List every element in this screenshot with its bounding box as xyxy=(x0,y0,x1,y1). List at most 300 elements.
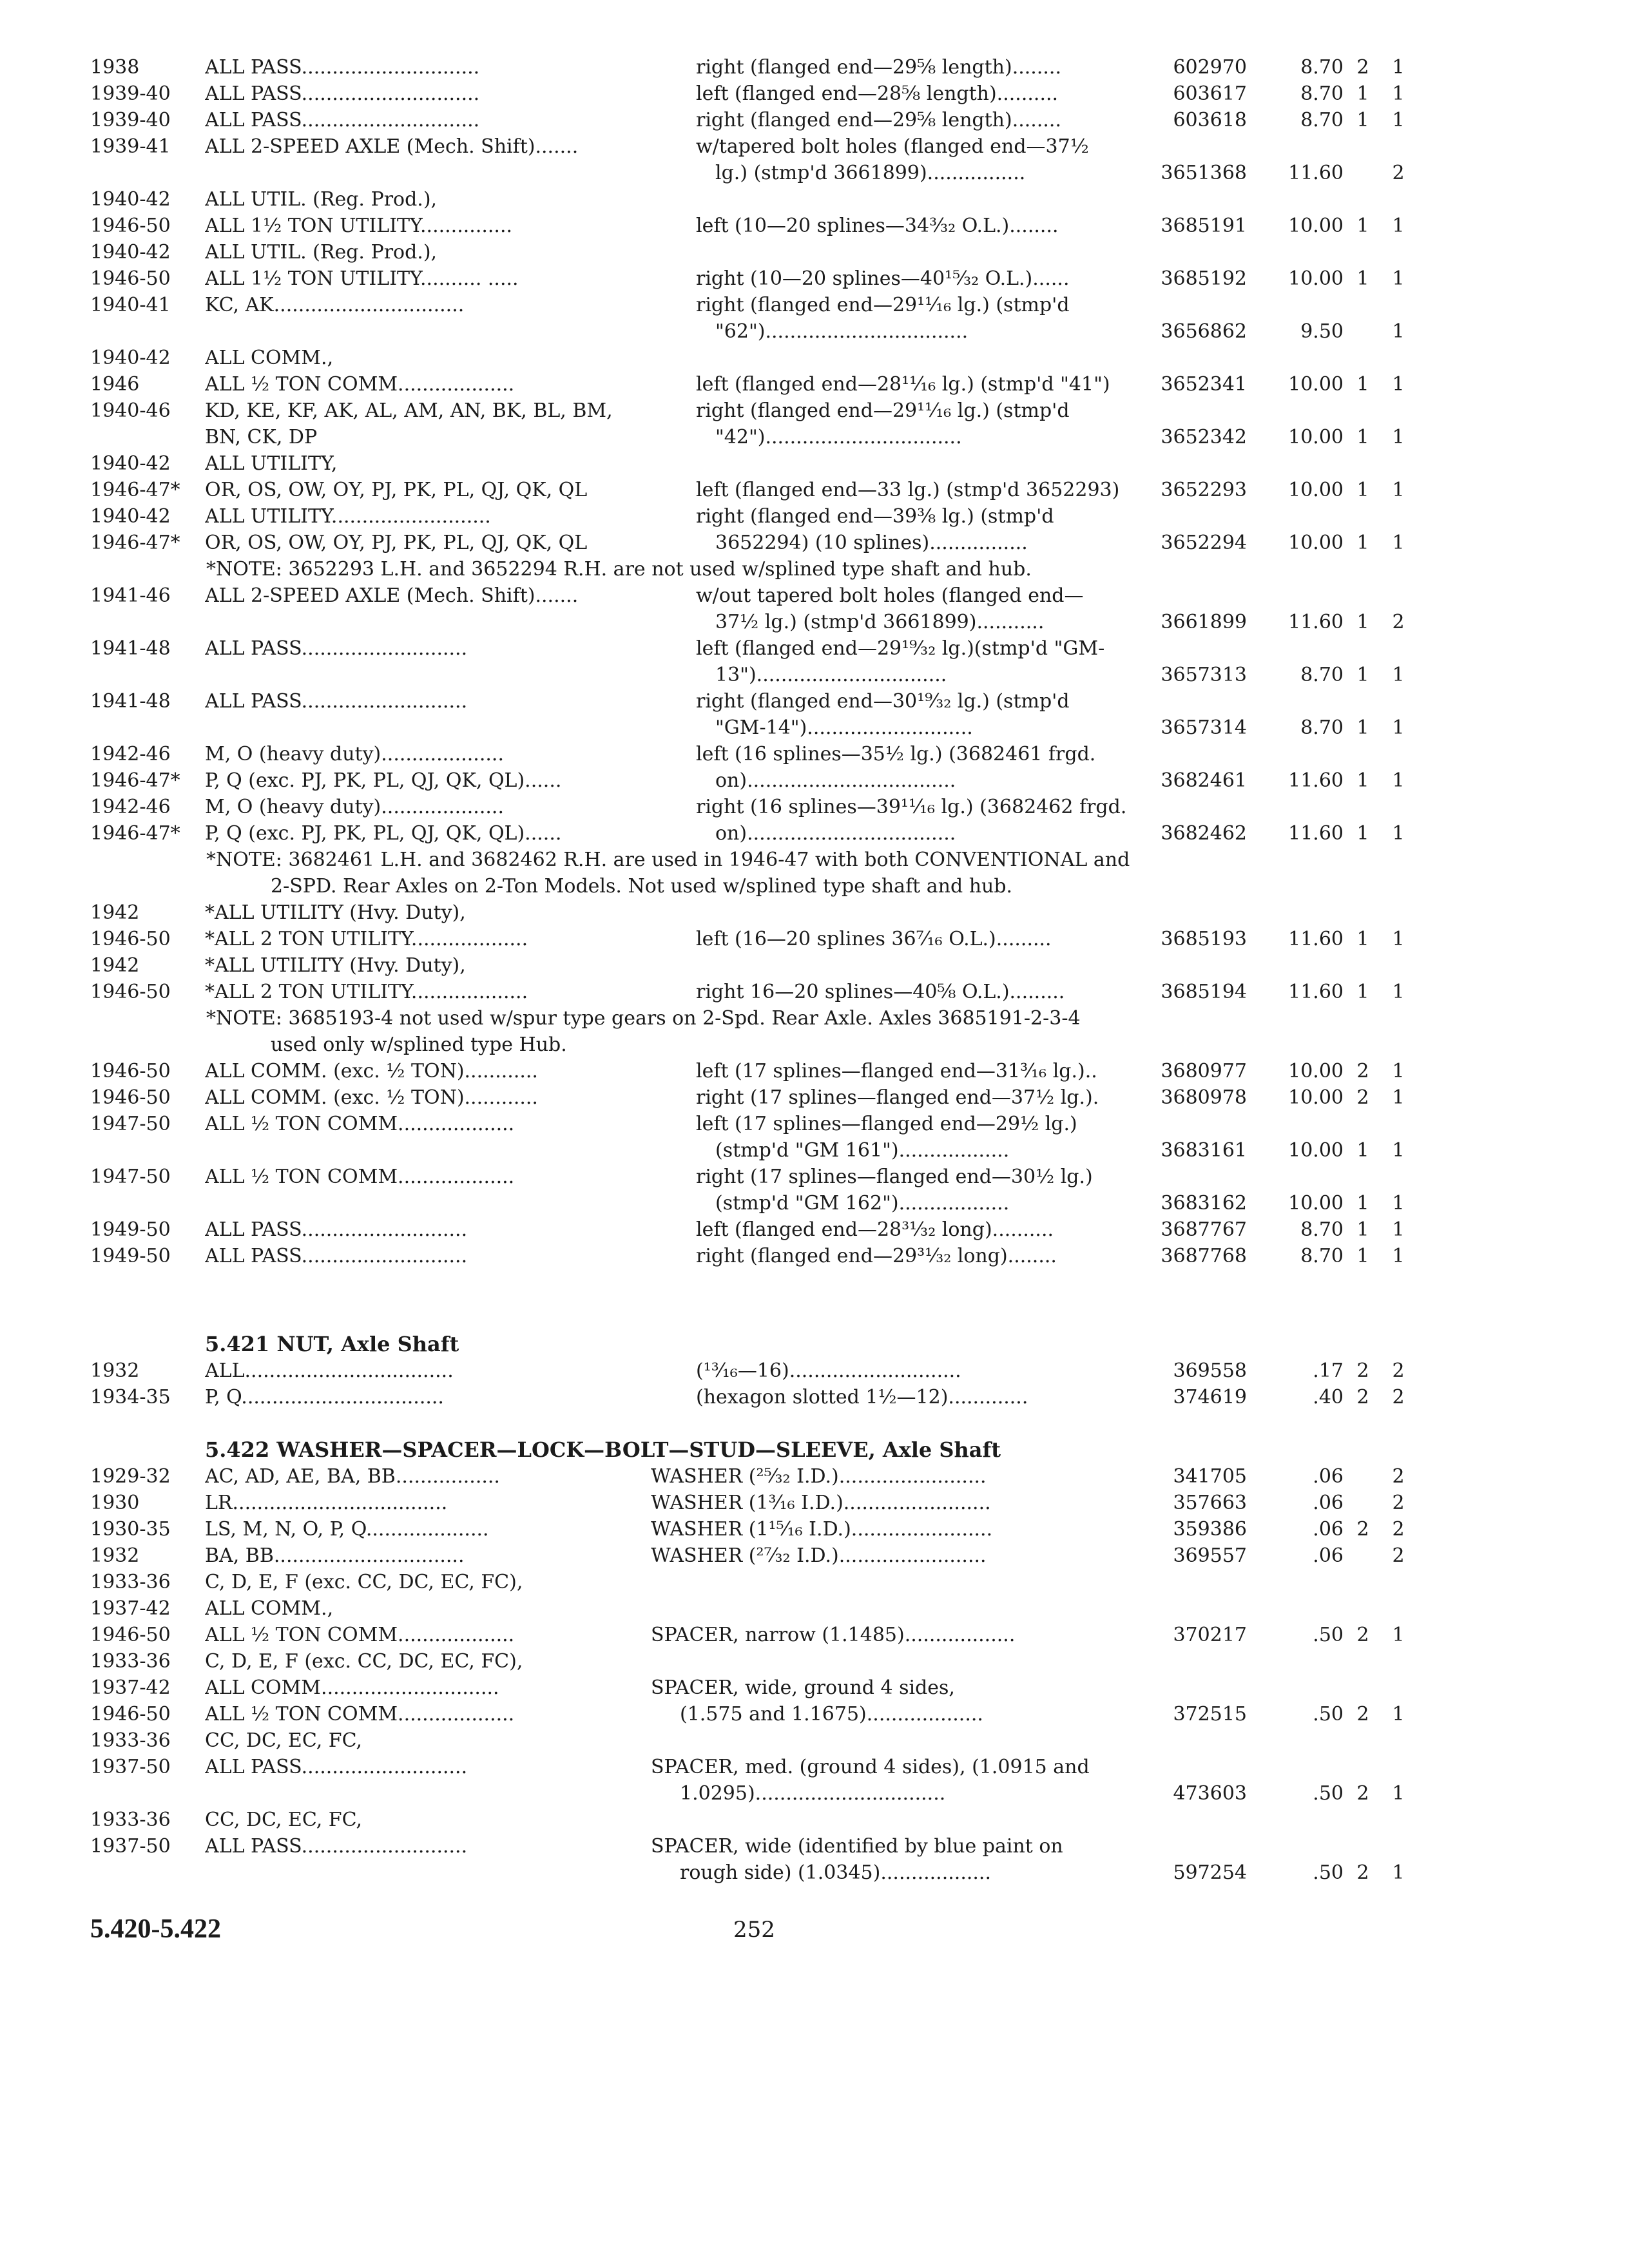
model-cell: ALL PASS........................... xyxy=(205,1218,468,1241)
description-cell: SPACER, narrow (1.1485).................. xyxy=(651,1624,1016,1646)
part-number-cell: 3652341 xyxy=(1161,373,1247,396)
price-cell: 11.60 xyxy=(1288,162,1344,184)
table-row xyxy=(0,820,1629,847)
group-cell: 2 xyxy=(1356,1386,1369,1408)
model-cell: ALL COMM............................. xyxy=(205,1677,499,1699)
table-row xyxy=(0,424,1629,450)
table-row xyxy=(0,160,1629,186)
description-cell: right (flanged end—39⅜ lg.) (stmp'd xyxy=(696,505,1054,528)
model-cell: P, Q................................. xyxy=(205,1386,444,1408)
part-number-cell: 603617 xyxy=(1173,82,1247,105)
description-cell: right (flanged end—29⅝ length)........ xyxy=(696,109,1061,131)
group-cell: 1 xyxy=(1356,611,1369,633)
table-row xyxy=(0,107,1629,133)
model-cell: ALL ½ TON COMM................... xyxy=(205,1113,515,1135)
group-cell: 2 xyxy=(1356,1086,1369,1109)
description-cell: left (flanged end—28⅝ length).......... xyxy=(696,82,1059,105)
model-cell: ALL PASS........................... xyxy=(205,1756,468,1778)
model-cell: ALL PASS............................. xyxy=(205,109,480,131)
part-number-cell: 3657314 xyxy=(1161,716,1247,739)
part-number-cell: 3683161 xyxy=(1161,1139,1247,1162)
price-cell: 10.00 xyxy=(1288,267,1344,290)
year-cell: 1940-42 xyxy=(90,188,171,211)
group-cell: 1 xyxy=(1356,1192,1369,1215)
table-row xyxy=(0,1358,1629,1384)
year-cell: 1949-50 xyxy=(90,1218,171,1241)
price-cell: .50 xyxy=(1313,1861,1344,1884)
description-cell: right (flanged end—29³¹⁄₃₂ long)........ xyxy=(696,1245,1057,1267)
price-cell: 11.60 xyxy=(1288,769,1344,792)
model-cell: ALL ½ TON COMM................... xyxy=(205,1166,515,1188)
model-cell: *ALL 2 TON UTILITY................... xyxy=(205,928,528,950)
part-number-cell: 3680978 xyxy=(1161,1086,1247,1109)
table-row xyxy=(0,213,1629,239)
group-cell: 1 xyxy=(1356,82,1369,105)
year-cell: 1946-50 xyxy=(90,1703,171,1725)
price-cell: .50 xyxy=(1313,1703,1344,1725)
table-row xyxy=(0,1243,1629,1269)
table-row xyxy=(0,741,1629,767)
table-row xyxy=(0,979,1629,1005)
price-cell: 8.70 xyxy=(1300,56,1344,79)
description-cell: right (flanged end—29¹¹⁄₁₆ lg.) (stmp'd xyxy=(696,294,1070,316)
model-cell: ALL PASS............................. xyxy=(205,82,480,105)
model-cell: ALL 1½ TON UTILITY.......... ..... xyxy=(205,267,519,290)
year-cell: 1933-36 xyxy=(90,1809,171,1831)
table-row xyxy=(0,186,1629,213)
part-number-cell: 370217 xyxy=(1173,1624,1247,1646)
price-cell: 8.70 xyxy=(1300,82,1344,105)
price-cell: 8.70 xyxy=(1300,1218,1344,1241)
year-cell: 1946-50 xyxy=(90,267,171,290)
price-cell: 10.00 xyxy=(1288,215,1344,237)
year-cell: 1946-50 xyxy=(90,1624,171,1646)
table-row xyxy=(0,450,1629,477)
part-number-cell: 3680977 xyxy=(1161,1060,1247,1082)
part-number-cell: 357663 xyxy=(1173,1492,1247,1514)
description-cell: (stmp'd "GM 161").................. xyxy=(715,1139,1010,1162)
description-cell: w/out tapered bolt holes (flanged end— xyxy=(696,584,1084,607)
year-cell: 1940-42 xyxy=(90,505,171,528)
description-cell: right (17 splines—flanged end—30½ lg.) xyxy=(696,1166,1093,1188)
table-row xyxy=(0,715,1629,741)
qty-cell: 1 xyxy=(1392,1192,1405,1215)
year-cell: 1947-50 xyxy=(90,1113,171,1135)
price-cell: 8.70 xyxy=(1300,109,1344,131)
model-cell: C, D, E, F (exc. CC, DC, EC, FC), xyxy=(205,1650,523,1673)
description-cell: left (10—20 splines—34³⁄₃₂ O.L.)........ xyxy=(696,215,1059,237)
table-row xyxy=(0,371,1629,398)
part-number-cell: 3685194 xyxy=(1161,981,1247,1003)
price-cell: 10.00 xyxy=(1288,1139,1344,1162)
table-row xyxy=(0,609,1629,635)
model-cell: KD, KE, KF, AK, AL, AM, AN, BK, BL, BM, xyxy=(205,399,613,422)
description-cell: on).................................. xyxy=(715,822,956,845)
model-cell: ALL COMM., xyxy=(205,347,334,369)
price-cell: 8.70 xyxy=(1300,716,1344,739)
table-row xyxy=(0,54,1629,81)
model-cell: ALL PASS........................... xyxy=(205,690,468,713)
qty-cell: 1 xyxy=(1392,822,1405,845)
price-cell: 10.00 xyxy=(1288,479,1344,501)
group-cell: 2 xyxy=(1356,1060,1369,1082)
price-cell: 10.00 xyxy=(1288,373,1344,396)
model-cell: BN, CK, DP xyxy=(205,426,318,448)
description-cell: left (16—20 splines 36⁷⁄₁₆ O.L.)......... xyxy=(696,928,1052,950)
model-cell: ALL 1½ TON UTILITY............... xyxy=(205,215,513,237)
year-cell: 1937-42 xyxy=(90,1597,171,1620)
year-cell: 1939-40 xyxy=(90,82,171,105)
year-cell: 1942-46 xyxy=(90,743,171,765)
description-cell: right (flanged end—30¹⁹⁄₃₂ lg.) (stmp'd xyxy=(696,690,1070,713)
table-row xyxy=(0,477,1629,503)
qty-cell: 1 xyxy=(1392,56,1405,79)
year-cell: 1933-36 xyxy=(90,1571,171,1593)
table-row xyxy=(0,899,1629,926)
year-cell: 1946-47* xyxy=(90,532,180,554)
model-cell: C, D, E, F (exc. CC, DC, EC, FC), xyxy=(205,1571,523,1593)
model-cell: ALL PASS........................... xyxy=(205,637,468,660)
year-cell: 1946-50 xyxy=(90,1086,171,1109)
group-cell: 1 xyxy=(1356,1139,1369,1162)
section-heading: 5.422 WASHER—SPACER—LOCK—BOLT—STUD—SLEEVE, Axle Shaft xyxy=(205,1437,1001,1462)
table-row xyxy=(0,1164,1629,1190)
description-cell: right (17 splines—flanged end—37½ lg.). xyxy=(696,1086,1099,1109)
description-cell: SPACER, med. (ground 4 sides), (1.0915 and xyxy=(651,1756,1090,1778)
part-number-cell: 3683162 xyxy=(1161,1192,1247,1215)
qty-cell: 1 xyxy=(1392,1245,1405,1267)
qty-cell: 1 xyxy=(1392,320,1405,343)
description-cell: 1.0295)............................... xyxy=(680,1782,946,1805)
part-number-cell: 473603 xyxy=(1173,1782,1247,1805)
model-cell: ALL PASS........................... xyxy=(205,1245,468,1267)
part-number-cell: 3652294 xyxy=(1161,532,1247,554)
model-cell: ALL UTILITY.......................... xyxy=(205,505,491,528)
description-cell: left (17 splines—flanged end—31³⁄₁₆ lg.).. xyxy=(696,1060,1097,1082)
description-cell: left (flanged end—33 lg.) (stmp'd 3652293) xyxy=(696,479,1120,501)
table-row xyxy=(0,503,1629,530)
part-number-cell: 3687767 xyxy=(1161,1218,1247,1241)
qty-cell: 1 xyxy=(1392,1703,1405,1725)
group-cell: 1 xyxy=(1356,426,1369,448)
group-cell: 1 xyxy=(1356,1218,1369,1241)
year-cell: 1947-50 xyxy=(90,1166,171,1188)
description-cell: right (flanged end—29⅝ length)........ xyxy=(696,56,1061,79)
year-cell: 1937-50 xyxy=(90,1756,171,1778)
year-cell: 1941-48 xyxy=(90,637,171,660)
model-cell: LS, M, N, O, P, Q.................... xyxy=(205,1518,489,1541)
year-cell: 1940-42 xyxy=(90,347,171,369)
footnote: used only w/splined type Hub. xyxy=(271,1033,567,1056)
group-cell: 1 xyxy=(1356,664,1369,686)
table-row xyxy=(0,1490,1629,1516)
model-cell: ALL 2-SPEED AXLE (Mech. Shift)....... xyxy=(205,135,579,158)
description-cell: (hexagon slotted 1½—12)............. xyxy=(696,1386,1028,1408)
table-row xyxy=(0,1216,1629,1243)
qty-cell: 1 xyxy=(1392,426,1405,448)
table-row xyxy=(0,1569,1629,1595)
description-cell: WASHER (²⁵⁄₃₂ I.D.)........................ xyxy=(651,1465,987,1488)
group-cell: 1 xyxy=(1356,928,1369,950)
price-cell: 11.60 xyxy=(1288,611,1344,633)
description-cell: "62")................................. xyxy=(715,320,969,343)
year-cell: 1929-32 xyxy=(90,1465,171,1488)
footnote: *NOTE: 3682461 L.H. and 3682462 R.H. are used in 1946-47 with both CONVENTIONAL and xyxy=(206,849,1130,871)
model-cell: ALL COMM., xyxy=(205,1597,334,1620)
qty-cell: 1 xyxy=(1392,716,1405,739)
part-number-cell: 3656862 xyxy=(1161,320,1247,343)
year-cell: 1940-42 xyxy=(90,452,171,475)
qty-cell: 1 xyxy=(1392,1624,1405,1646)
table-row xyxy=(0,1807,1629,1833)
model-cell: ALL UTIL. (Reg. Prod.), xyxy=(205,241,438,264)
model-cell: ALL ½ TON COMM................... xyxy=(205,1703,515,1725)
group-cell: 1 xyxy=(1356,1245,1369,1267)
part-number-cell: 372515 xyxy=(1173,1703,1247,1725)
description-cell: w/tapered bolt holes (flanged end—37½ xyxy=(696,135,1089,158)
price-cell: .06 xyxy=(1313,1465,1344,1488)
price-cell: .50 xyxy=(1313,1624,1344,1646)
table-row xyxy=(0,926,1629,952)
description-cell: left (16 splines—35½ lg.) (3682461 frgd. xyxy=(696,743,1096,765)
description-cell: lg.) (stmp'd 3661899)................ xyxy=(715,162,1026,184)
qty-cell: 1 xyxy=(1392,532,1405,554)
qty-cell: 1 xyxy=(1392,1782,1405,1805)
qty-cell: 2 xyxy=(1392,162,1405,184)
price-cell: .40 xyxy=(1313,1386,1344,1408)
model-cell: *ALL 2 TON UTILITY................... xyxy=(205,981,528,1003)
model-cell: ALL 2-SPEED AXLE (Mech. Shift)....... xyxy=(205,584,579,607)
description-cell: "42")................................ xyxy=(715,426,962,448)
part-number-cell: 603618 xyxy=(1173,109,1247,131)
group-cell: 1 xyxy=(1356,532,1369,554)
qty-cell: 1 xyxy=(1392,109,1405,131)
table-row xyxy=(0,952,1629,979)
year-cell: 1946-47* xyxy=(90,479,180,501)
year-cell: 1946 xyxy=(90,373,140,396)
description-cell: 37½ lg.) (stmp'd 3661899)........... xyxy=(715,611,1045,633)
table-row xyxy=(0,1384,1629,1410)
group-cell: 2 xyxy=(1356,1624,1369,1646)
qty-cell: 2 xyxy=(1392,1465,1405,1488)
group-cell: 1 xyxy=(1356,267,1369,290)
page-number: 252 xyxy=(733,1917,775,1943)
table-row xyxy=(0,1516,1629,1542)
table-row xyxy=(0,1727,1629,1754)
model-cell: LR................................... xyxy=(205,1492,448,1514)
price-cell: 10.00 xyxy=(1288,1086,1344,1109)
table-row xyxy=(0,1058,1629,1084)
year-cell: 1940-42 xyxy=(90,241,171,264)
price-cell: .17 xyxy=(1313,1360,1344,1382)
table-row xyxy=(0,1595,1629,1622)
year-cell: 1941-46 xyxy=(90,584,171,607)
group-cell: 1 xyxy=(1356,479,1369,501)
group-cell: 1 xyxy=(1356,822,1369,845)
table-row xyxy=(0,688,1629,715)
qty-cell: 1 xyxy=(1392,267,1405,290)
table-row xyxy=(0,398,1629,424)
model-cell: ALL UTILITY, xyxy=(205,452,338,475)
model-cell: ALL ½ TON COMM................... xyxy=(205,1624,515,1646)
qty-cell: 1 xyxy=(1392,769,1405,792)
part-number-cell: 3687768 xyxy=(1161,1245,1247,1267)
part-number-cell: 3685191 xyxy=(1161,215,1247,237)
price-cell: 11.60 xyxy=(1288,928,1344,950)
table-row xyxy=(0,530,1629,556)
model-cell: OR, OS, OW, OY, PJ, PK, PL, QJ, QK, QL xyxy=(205,479,588,501)
part-number-cell: 374619 xyxy=(1173,1386,1247,1408)
description-cell: right (flanged end—29¹¹⁄₁₆ lg.) (stmp'd xyxy=(696,399,1070,422)
qty-cell: 1 xyxy=(1392,981,1405,1003)
table-row xyxy=(0,345,1629,371)
model-cell: ALL COMM. (exc. ½ TON)............ xyxy=(205,1060,538,1082)
year-cell: 1946-47* xyxy=(90,822,180,845)
model-cell: CC, DC, EC, FC, xyxy=(205,1809,363,1831)
description-cell: left (17 splines—flanged end—29½ lg.) xyxy=(696,1113,1077,1135)
qty-cell: 1 xyxy=(1392,1861,1405,1884)
year-cell: 1930 xyxy=(90,1492,140,1514)
year-cell: 1932 xyxy=(90,1544,140,1567)
table-row xyxy=(0,662,1629,688)
part-number-cell: 369558 xyxy=(1173,1360,1247,1382)
table-row xyxy=(0,767,1629,794)
table-row xyxy=(0,81,1629,107)
part-number-cell: 597254 xyxy=(1173,1861,1247,1884)
model-cell: M, O (heavy duty).................... xyxy=(205,796,504,818)
part-number-cell: 3685193 xyxy=(1161,928,1247,950)
table-row xyxy=(0,1780,1629,1807)
year-cell: 1942-46 xyxy=(90,796,171,818)
qty-cell: 1 xyxy=(1392,479,1405,501)
year-cell: 1946-50 xyxy=(90,1060,171,1082)
table-row xyxy=(0,1542,1629,1569)
model-cell: ALL PASS........................... xyxy=(205,1835,468,1858)
table-row xyxy=(0,1137,1629,1164)
price-cell: 10.00 xyxy=(1288,1060,1344,1082)
description-cell: left (flanged end—28¹¹⁄₁₆ lg.) (stmp'd "41") xyxy=(696,373,1110,396)
part-number-cell: 602970 xyxy=(1173,56,1247,79)
year-cell: 1946-50 xyxy=(90,928,171,950)
year-cell: 1939-41 xyxy=(90,135,171,158)
part-number-cell: 3652342 xyxy=(1161,426,1247,448)
qty-cell: 2 xyxy=(1392,611,1405,633)
model-cell: ALL ½ TON COMM................... xyxy=(205,373,515,396)
table-row xyxy=(0,1860,1629,1886)
year-cell: 1941-48 xyxy=(90,690,171,713)
group-cell: 1 xyxy=(1356,716,1369,739)
table-row xyxy=(0,1084,1629,1111)
year-cell: 1933-36 xyxy=(90,1729,171,1752)
year-cell: 1940-46 xyxy=(90,399,171,422)
table-row xyxy=(0,1648,1629,1675)
qty-cell: 1 xyxy=(1392,373,1405,396)
part-number-cell: 359386 xyxy=(1173,1518,1247,1541)
group-cell: 2 xyxy=(1356,1703,1369,1725)
table-row xyxy=(0,1754,1629,1780)
part-number-cell: 341705 xyxy=(1173,1465,1247,1488)
description-cell: WASHER (1¹⁵⁄₁₆ I.D.)....................... xyxy=(651,1518,993,1541)
part-number-cell: 3661899 xyxy=(1161,611,1247,633)
description-cell: on).................................. xyxy=(715,769,956,792)
model-cell: CC, DC, EC, FC, xyxy=(205,1729,363,1752)
year-cell: 1934-35 xyxy=(90,1386,171,1408)
year-cell: 1939-40 xyxy=(90,109,171,131)
description-cell: WASHER (²⁷⁄₃₂ I.D.)........................ xyxy=(651,1544,987,1567)
group-cell: 1 xyxy=(1356,215,1369,237)
model-cell: KC, AK............................... xyxy=(205,294,465,316)
group-cell: 2 xyxy=(1356,1861,1369,1884)
table-row xyxy=(0,794,1629,820)
part-number-cell: 3652293 xyxy=(1161,479,1247,501)
description-cell: right (16 splines—39¹¹⁄₁₆ lg.) (3682462 frgd. xyxy=(696,796,1127,818)
description-cell: SPACER, wide (identified by blue paint on xyxy=(651,1835,1063,1858)
model-cell: P, Q (exc. PJ, PK, PL, QJ, QK, QL)...... xyxy=(205,822,562,845)
qty-cell: 2 xyxy=(1392,1518,1405,1541)
model-cell: ALL.................................. xyxy=(205,1360,454,1382)
price-cell: 8.70 xyxy=(1300,664,1344,686)
group-cell: 1 xyxy=(1356,109,1369,131)
description-cell: 13")............................... xyxy=(715,664,947,686)
table-row xyxy=(0,1701,1629,1727)
year-cell: 1946-50 xyxy=(90,215,171,237)
section-heading: 5.421 NUT, Axle Shaft xyxy=(205,1332,459,1356)
table-row xyxy=(0,1833,1629,1860)
year-cell: 1930-35 xyxy=(90,1518,171,1541)
description-cell: "GM-14")........................... xyxy=(715,716,973,739)
description-cell: SPACER, wide, ground 4 sides, xyxy=(651,1677,955,1699)
description-cell: right 16—20 splines—40⅝ O.L.)......... xyxy=(696,981,1065,1003)
qty-cell: 1 xyxy=(1392,928,1405,950)
description-cell: (stmp'd "GM 162").................. xyxy=(715,1192,1010,1215)
model-cell: BA, BB............................... xyxy=(205,1544,465,1567)
price-cell: 8.70 xyxy=(1300,1245,1344,1267)
year-cell: 1933-36 xyxy=(90,1650,171,1673)
footnote: 2-SPD. Rear Axles on 2-Ton Models. Not used w/splined type shaft and hub. xyxy=(271,875,1013,898)
year-cell: 1940-41 xyxy=(90,294,171,316)
group-cell: 2 xyxy=(1356,1518,1369,1541)
description-cell: 3652294) (10 splines)................ xyxy=(715,532,1028,554)
qty-cell: 1 xyxy=(1392,215,1405,237)
table-row xyxy=(0,1111,1629,1137)
table-row xyxy=(0,1190,1629,1216)
price-cell: 10.00 xyxy=(1288,426,1344,448)
model-cell: P, Q (exc. PJ, PK, PL, QJ, QK, QL)...... xyxy=(205,769,562,792)
price-cell: 11.60 xyxy=(1288,822,1344,845)
qty-cell: 2 xyxy=(1392,1544,1405,1567)
description-cell: (¹³⁄₁₆—16)............................ xyxy=(696,1360,961,1382)
table-row xyxy=(0,1622,1629,1648)
part-number-cell: 3657313 xyxy=(1161,664,1247,686)
model-cell: ALL PASS............................. xyxy=(205,56,480,79)
year-cell: 1937-42 xyxy=(90,1677,171,1699)
price-cell: 10.00 xyxy=(1288,1192,1344,1215)
price-cell: .06 xyxy=(1313,1544,1344,1567)
group-cell: 2 xyxy=(1356,56,1369,79)
group-cell: 2 xyxy=(1356,1782,1369,1805)
year-cell: 1938 xyxy=(90,56,140,79)
year-cell: 1942 xyxy=(90,901,140,924)
year-cell: 1946-50 xyxy=(90,981,171,1003)
model-cell: OR, OS, OW, OY, PJ, PK, PL, QJ, QK, QL xyxy=(205,532,588,554)
year-cell: 1937-50 xyxy=(90,1835,171,1858)
table-row xyxy=(0,635,1629,662)
qty-cell: 1 xyxy=(1392,1139,1405,1162)
year-cell: 1932 xyxy=(90,1360,140,1382)
model-cell: *ALL UTILITY (Hvy. Duty), xyxy=(205,954,466,977)
model-cell: ALL UTIL. (Reg. Prod.), xyxy=(205,188,438,211)
group-cell: 1 xyxy=(1356,981,1369,1003)
